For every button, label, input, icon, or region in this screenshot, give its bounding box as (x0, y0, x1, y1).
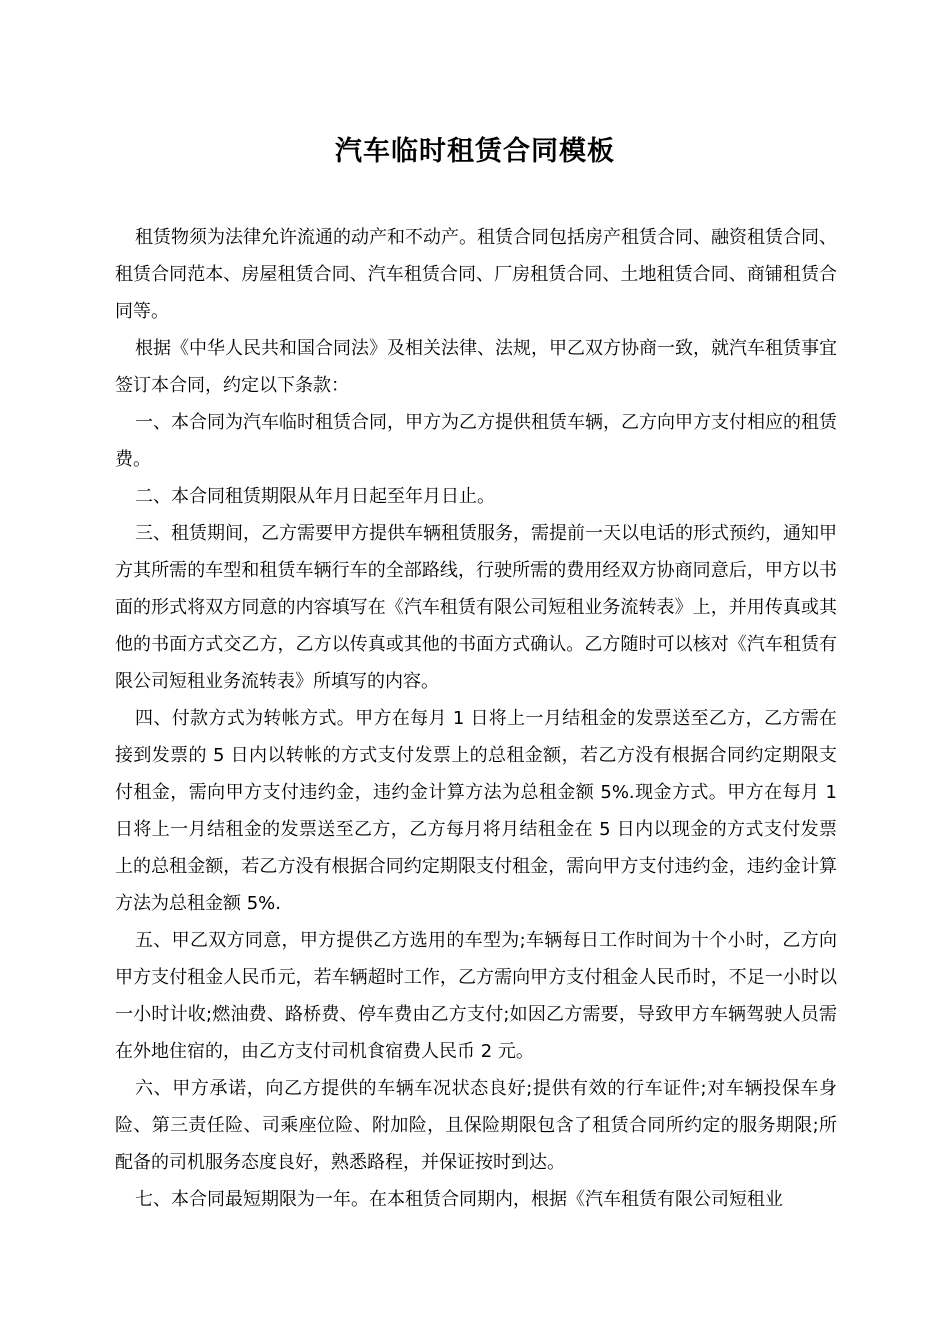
clause-6: 六、甲方承诺，向乙方提供的车辆车况状态良好;提供有效的行车证件;对车辆投保车身险、第三责任险、司乘座位险、附加险，且保险期限包含了租赁合同所约定的服务期限;所配备的司机服务态度良好，熟悉路程，并保证按时到达。 (115, 1078, 837, 1173)
clause-3: 三、租赁期间，乙方需要甲方提供车辆租赁服务，需提前一天以电话的形式预约，通知甲方其所需的车型和租赁车辆行车的全部路线，行驶所需的费用经双方协商同意后，甲方以书面的形式将双方同意的内容填写在《汽车租赁有限公司短租业务流转表》上，并用传真或其他的书面方式交乙方，乙方以传真或其他的书面方式确认。乙方随时可以核对《汽车租赁有限公司短租业务流转表》所填写的内容。 (115, 523, 837, 692)
document-title: 汽车临时租赁合同模板 (335, 136, 615, 167)
clause-1: 一、本合同为汽车临时租赁合同，甲方为乙方提供租赁车辆，乙方向甲方支付相应的租赁费。 (115, 412, 837, 470)
paragraph-intro: 租赁物须为法律允许流通的动产和不动产。租赁合同包括房产租赁合同、融资租赁合同、租赁合同范本、房屋租赁合同、汽车租赁合同、厂房租赁合同、土地租赁合同、商铺租赁合同等。 (115, 227, 837, 322)
paragraph-basis: 根据《中华人民共和国合同法》及相关法律、法规，甲乙双方协商一致，就汽车租赁事宜签订本合同，约定以下条款： (115, 338, 837, 396)
document-body (115, 219, 837, 1218)
clause-7: 七、本合同最短期限为一年。在本租赁合同期内，根据《汽车租赁有限公司短租业 (135, 1189, 783, 1210)
clause-2: 二、本合同租赁期限从年月日起至年月日止。 (135, 486, 495, 507)
clause-4: 四、付款方式为转帐方式。甲方在每月 1 日将上一月结租金的发票送至乙方，乙方需在接到发票的 5 日内以转帐的方式支付发票上的总租金额，若乙方没有根据合同约定期限支付租金，需向甲方支付违约金，违约金计算方法为总租金额 5%.现金方式。甲方在每月 1 日将上一月结租金的发票送至乙方，乙方每月将月结租金在 5 日内以现金的方式支付发票上的总租金额，若乙方没有根据合同约定期限支付租金，需向甲方支付违约金，违约金计算方法为总租金额 5%. (115, 708, 837, 914)
clause-5: 五、甲乙双方同意，甲方提供乙方选用的车型为;车辆每日工作时间为十个小时，乙方向甲方支付租金人民币元，若车辆超时工作，乙方需向甲方支付租金人民币时，不足一小时以一小时计收;燃油费、路桥费、停车费由乙方支付;如因乙方需要，导致甲方车辆驾驶人员需在外地住宿的，由乙方支付司机食宿费人民币 2 元。 (115, 930, 837, 1062)
